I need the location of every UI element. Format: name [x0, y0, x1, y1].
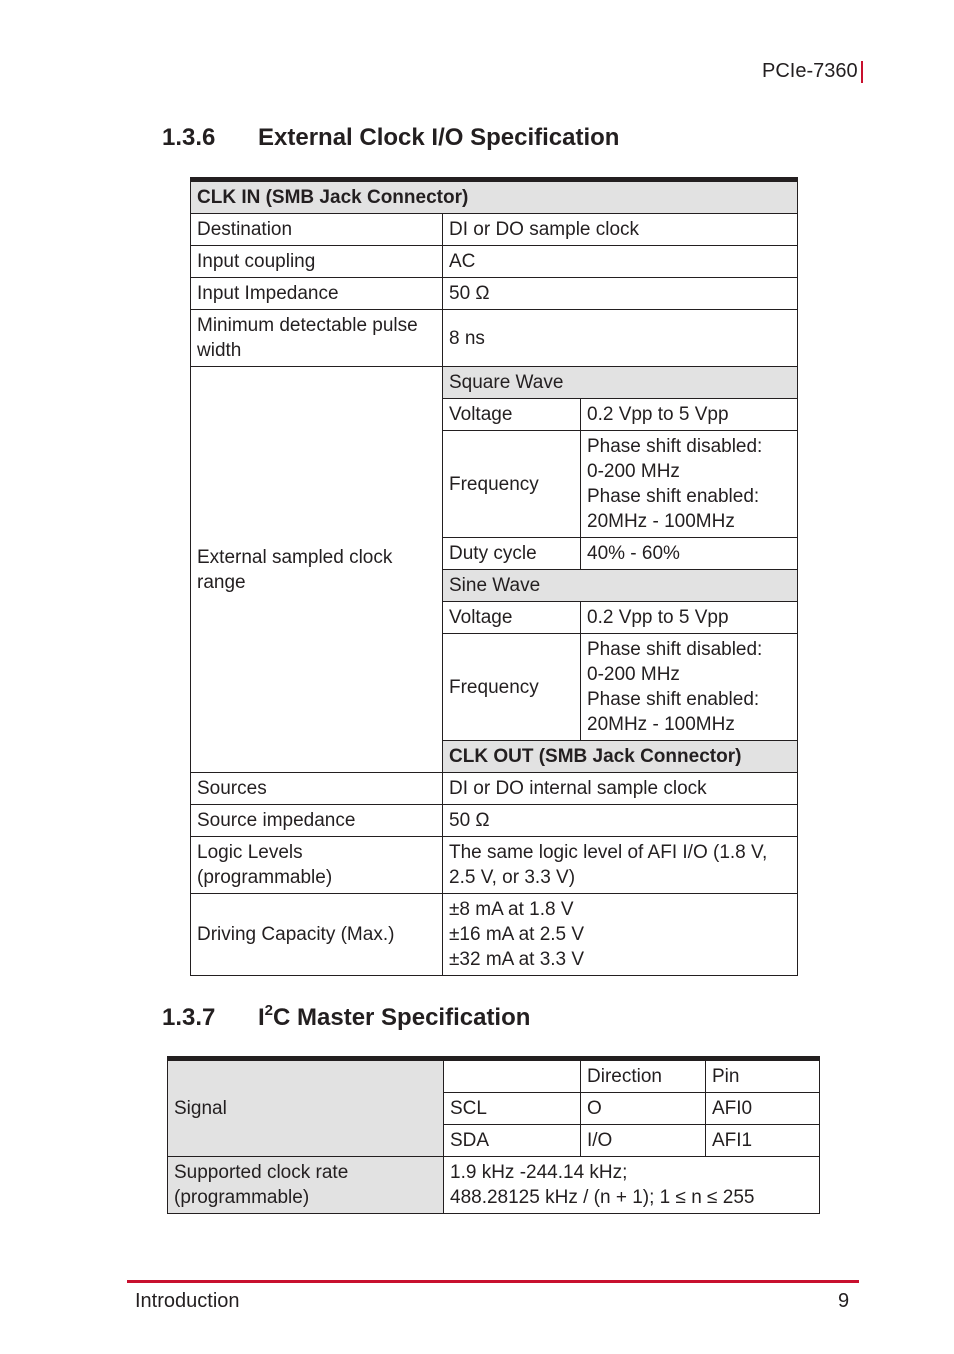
row-label: Logic Levels (programmable): [191, 837, 443, 894]
row-label: Input coupling: [191, 246, 443, 278]
signal-label: Signal: [168, 1059, 444, 1157]
driving-line: ±16 mA at 2.5 V: [449, 924, 585, 945]
row-label: Input Impedance: [191, 278, 443, 310]
row-label: Source impedance: [191, 805, 443, 837]
duty-cycle-label: Duty cycle: [443, 538, 581, 570]
sq-voltage-value: 0.2 Vpp to 5 Vpp: [581, 399, 798, 431]
row-value: DI or DO sample clock: [443, 214, 798, 246]
clock-rate-line: 1.9 kHz -244.14 kHz;: [450, 1162, 628, 1183]
signal-name: SDA: [444, 1125, 581, 1157]
section-number: 1.3.7: [162, 1004, 216, 1031]
signal-direction: I/O: [581, 1125, 706, 1157]
freq-line: 0-200 MHz: [587, 461, 680, 482]
row-value: DI or DO internal sample clock: [443, 773, 798, 805]
row-label: Sources: [191, 773, 443, 805]
row-value: 50 Ω: [443, 278, 798, 310]
empty-cell: [444, 1059, 581, 1093]
freq-line: 0-200 MHz: [587, 664, 680, 685]
title-rest: C Master Specification: [273, 1004, 531, 1031]
section-heading: External Clock I/O Specification: [258, 124, 620, 151]
row-value: 50 Ω: [443, 805, 798, 837]
freq-line: Phase shift enabled:: [587, 486, 760, 507]
sine-frequency-value: [581, 634, 798, 741]
driving-capacity-label: Driving Capacity (Max.): [191, 894, 443, 976]
signal-pin: AFI1: [706, 1125, 820, 1157]
freq-line: Phase shift disabled:: [587, 639, 763, 660]
freq-line: Phase shift enabled:: [587, 689, 760, 710]
driving-line: ±8 mA at 1.8 V: [449, 899, 574, 920]
driving-capacity-value: [443, 894, 798, 976]
footer-page-number: 9: [838, 1290, 850, 1312]
title-prefix: I: [258, 1004, 265, 1031]
freq-line: Phase shift disabled:: [587, 436, 763, 457]
header-model-name: PCIe-7360: [762, 60, 858, 82]
clock-rate-value: [444, 1157, 820, 1214]
clk-out-header: CLK OUT (SMB Jack Connector): [443, 741, 798, 773]
footer-section-name: Introduction: [135, 1290, 240, 1312]
i2c-spec-table: [167, 1056, 820, 1214]
title-superscript: 2: [264, 1002, 274, 1019]
square-wave-header: Square Wave: [443, 367, 798, 399]
row-value: The same logic level of AFI I/O (1.8 V, 2.5 V, or 3.3 V): [443, 837, 798, 894]
row-value: AC: [443, 246, 798, 278]
sq-frequency-label: Frequency: [443, 431, 581, 538]
sq-frequency-value: [581, 431, 798, 538]
footer-divider: [127, 1280, 859, 1283]
sine-voltage-label: Voltage: [443, 602, 581, 634]
direction-header: Direction: [581, 1059, 706, 1093]
freq-line: 20MHz - 100MHz: [587, 511, 735, 532]
row-label: Minimum detectable pulse width: [191, 310, 443, 367]
clk-in-header: CLK IN (SMB Jack Connector): [191, 180, 798, 214]
signal-direction: O: [581, 1093, 706, 1125]
pin-header: Pin: [706, 1059, 820, 1093]
sine-frequency-label: Frequency: [443, 634, 581, 741]
duty-cycle-value: 40% - 60%: [581, 538, 798, 570]
row-label: Destination: [191, 214, 443, 246]
driving-line: ±32 mA at 3.3 V: [449, 949, 585, 970]
signal-pin: AFI0: [706, 1093, 820, 1125]
clock-io-spec-table: [190, 177, 798, 976]
sq-voltage-label: Voltage: [443, 399, 581, 431]
section-heading: [258, 1004, 530, 1032]
row-value: 8 ns: [443, 310, 798, 367]
range-label: External sampled clock range: [191, 367, 443, 773]
section-number: 1.3.6: [162, 124, 216, 151]
clock-rate-label: Supported clock rate (programmable): [168, 1157, 444, 1214]
header-accent-bar: [861, 61, 863, 83]
clock-rate-line: 488.28125 kHz / (n + 1); 1 ≤ n ≤ 255: [450, 1187, 755, 1208]
signal-name: SCL: [444, 1093, 581, 1125]
sine-wave-header: Sine Wave: [443, 570, 798, 602]
freq-line: 20MHz - 100MHz: [587, 714, 735, 735]
sine-voltage-value: 0.2 Vpp to 5 Vpp: [581, 602, 798, 634]
